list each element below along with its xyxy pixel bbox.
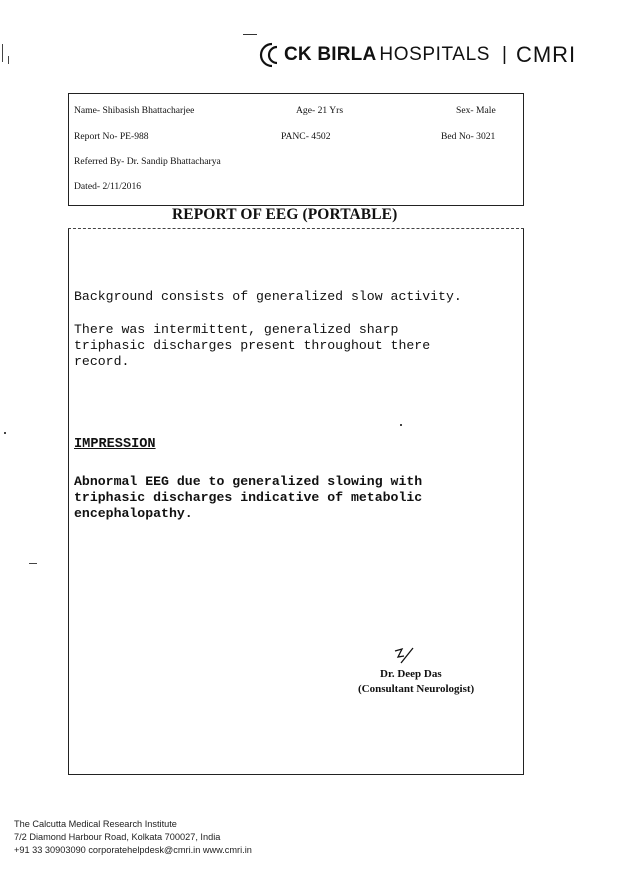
finding-line-3: triphasic discharges present throughout there bbox=[74, 338, 431, 353]
bed-number: Bed No- 3021 bbox=[441, 131, 496, 142]
scan-mark bbox=[4, 432, 6, 434]
logo-separator: | bbox=[502, 44, 507, 65]
doctor-name: Dr. Deep Das bbox=[380, 668, 442, 680]
logo-brand-sub: HOSPITALS bbox=[379, 44, 491, 65]
finding-line-4: record. bbox=[74, 354, 130, 369]
impression-line-2: triphasic discharges indicative of metabolic bbox=[74, 490, 423, 505]
referred-by: Referred By- Dr. Sandip Bhattacharya bbox=[74, 156, 221, 167]
patient-age: Age- 21 Yrs bbox=[296, 105, 344, 116]
impression-heading: IMPRESSION bbox=[74, 437, 156, 452]
report-title: REPORT OF EEG (PORTABLE) bbox=[172, 206, 398, 223]
footer-address: 7/2 Diamond Harbour Road, Kolkata 700027, India bbox=[14, 832, 221, 842]
panc-number: PANC- 4502 bbox=[281, 131, 331, 142]
patient-name: Name- Shibasish Bhattacharjee bbox=[74, 105, 195, 116]
scan-mark bbox=[400, 424, 402, 426]
patient-sex: Sex- Male bbox=[456, 105, 496, 116]
report-number: Report No- PE-988 bbox=[74, 131, 149, 142]
finding-line-1: Background consists of generalized slow activity. bbox=[74, 289, 462, 304]
logo-arc-icon bbox=[258, 42, 282, 68]
impression-line-1: Abnormal EEG due to generalized slowing with bbox=[74, 474, 423, 489]
finding-line-2: There was intermittent, generalized sharp bbox=[74, 322, 399, 337]
scan-mark bbox=[2, 44, 3, 62]
doctor-designation: (Consultant Neurologist) bbox=[358, 683, 475, 695]
scan-mark bbox=[8, 56, 9, 64]
footer-contact: +91 33 30903090 corporatehelpdesk@cmri.in www.cmri.in bbox=[14, 845, 252, 855]
logo-brand: CK BIRLA bbox=[284, 44, 377, 65]
hospital-logo bbox=[258, 40, 576, 70]
pen-scribble bbox=[243, 34, 257, 40]
logo-partner: CMRI bbox=[515, 42, 577, 67]
report-date: Dated- 2/11/2016 bbox=[74, 181, 142, 192]
signature-scribble bbox=[392, 645, 416, 669]
footer-institute: The Calcutta Medical Research Institute bbox=[14, 819, 177, 829]
impression-line-3: encephalopathy. bbox=[74, 506, 193, 521]
scan-mark bbox=[29, 563, 37, 564]
